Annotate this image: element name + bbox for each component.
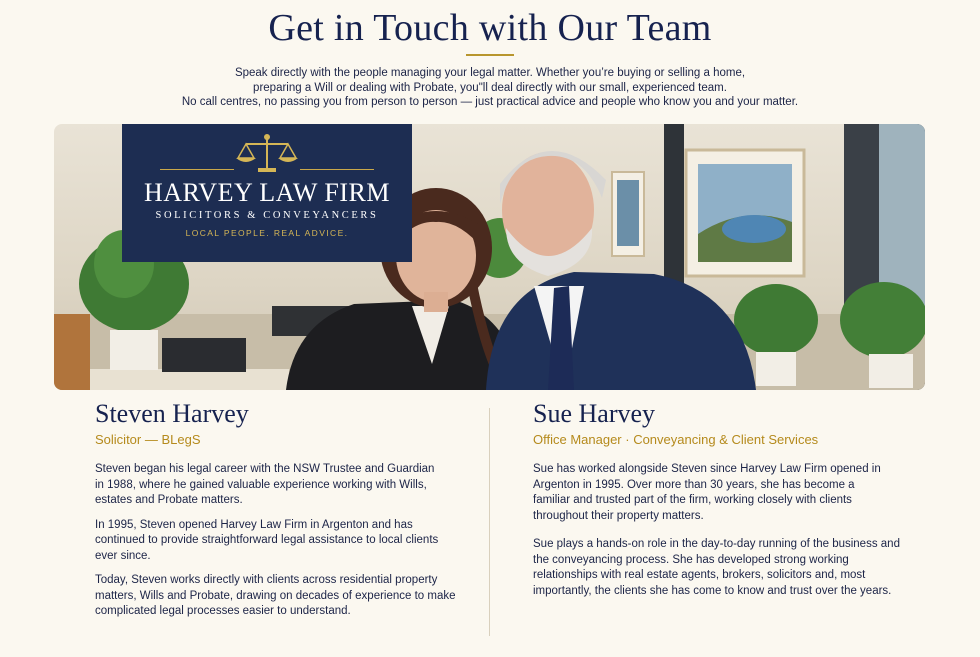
profile-paragraph: In 1995, Steven opened Harvey Law Firm in Argenton and has continued to provide straightforward legal assistance to local clients ever since. bbox=[95, 518, 439, 562]
page-title: Get in Touch with Our Team bbox=[268, 7, 712, 49]
profile-role: Solicitor — BLegS bbox=[95, 432, 201, 447]
title-underline bbox=[466, 54, 514, 56]
sign-firm-name: HARVEY LAW FIRM bbox=[143, 178, 390, 207]
profile-sue bbox=[533, 398, 913, 599]
profile-steven bbox=[95, 398, 475, 620]
sign-rule-right bbox=[300, 169, 374, 170]
team-photo bbox=[54, 124, 925, 390]
profile-divider bbox=[489, 408, 490, 636]
sign-rule-left bbox=[160, 169, 234, 170]
profile-paragraph: Steven began his legal career with the NSW Trustee and Guardian in 1988, where he gained valuable experience working with Wills, estates and Probate matters. bbox=[95, 463, 435, 506]
sign-subtitle: SOLICITORS & CONVEYANCERS bbox=[155, 210, 379, 221]
intro-line: preparing a Will or dealing with Probate, you"ll deal directly with our small, experienced team. bbox=[253, 81, 727, 94]
firm-sign bbox=[122, 124, 412, 262]
profile-paragraph: Sue has worked alongside Steven since Harvey Law Firm opened in Argenton in 1995. Over more than 30 years, she has become a familiar and trusted part of the firm, working closely with clients throughout their property matters. bbox=[533, 463, 881, 522]
intro-line: Speak directly with the people managing your legal matter. Whether you’re buying or selling a home, bbox=[234, 67, 746, 79]
profile-name: Steven Harvey bbox=[95, 399, 249, 428]
intro-line: No call centres, no passing you from person to person — just practical advice and people who know you and your matter. bbox=[181, 96, 799, 108]
intro-text bbox=[150, 66, 830, 110]
profile-role: Office Manager · Conveyancing & Client Services bbox=[533, 432, 819, 447]
profile-paragraph: Today, Steven works directly with clients across residential property matters, Wills and Probate, drawing on decades of experience to make complicated legal processes easier to understand. bbox=[95, 574, 456, 617]
sign-tagline: LOCAL PEOPLE. REAL ADVICE. bbox=[185, 228, 349, 238]
scales-of-justice-icon bbox=[234, 132, 300, 176]
profile-name: Sue Harvey bbox=[533, 399, 656, 428]
profile-paragraph: Sue plays a hands-on role in the day-to-day running of the business and the conveyancing process. She has developed strong working relationships with real estate agents, brokers, solicitors and, most importantly, the clients she has come to know and trust over the years. bbox=[533, 538, 900, 597]
